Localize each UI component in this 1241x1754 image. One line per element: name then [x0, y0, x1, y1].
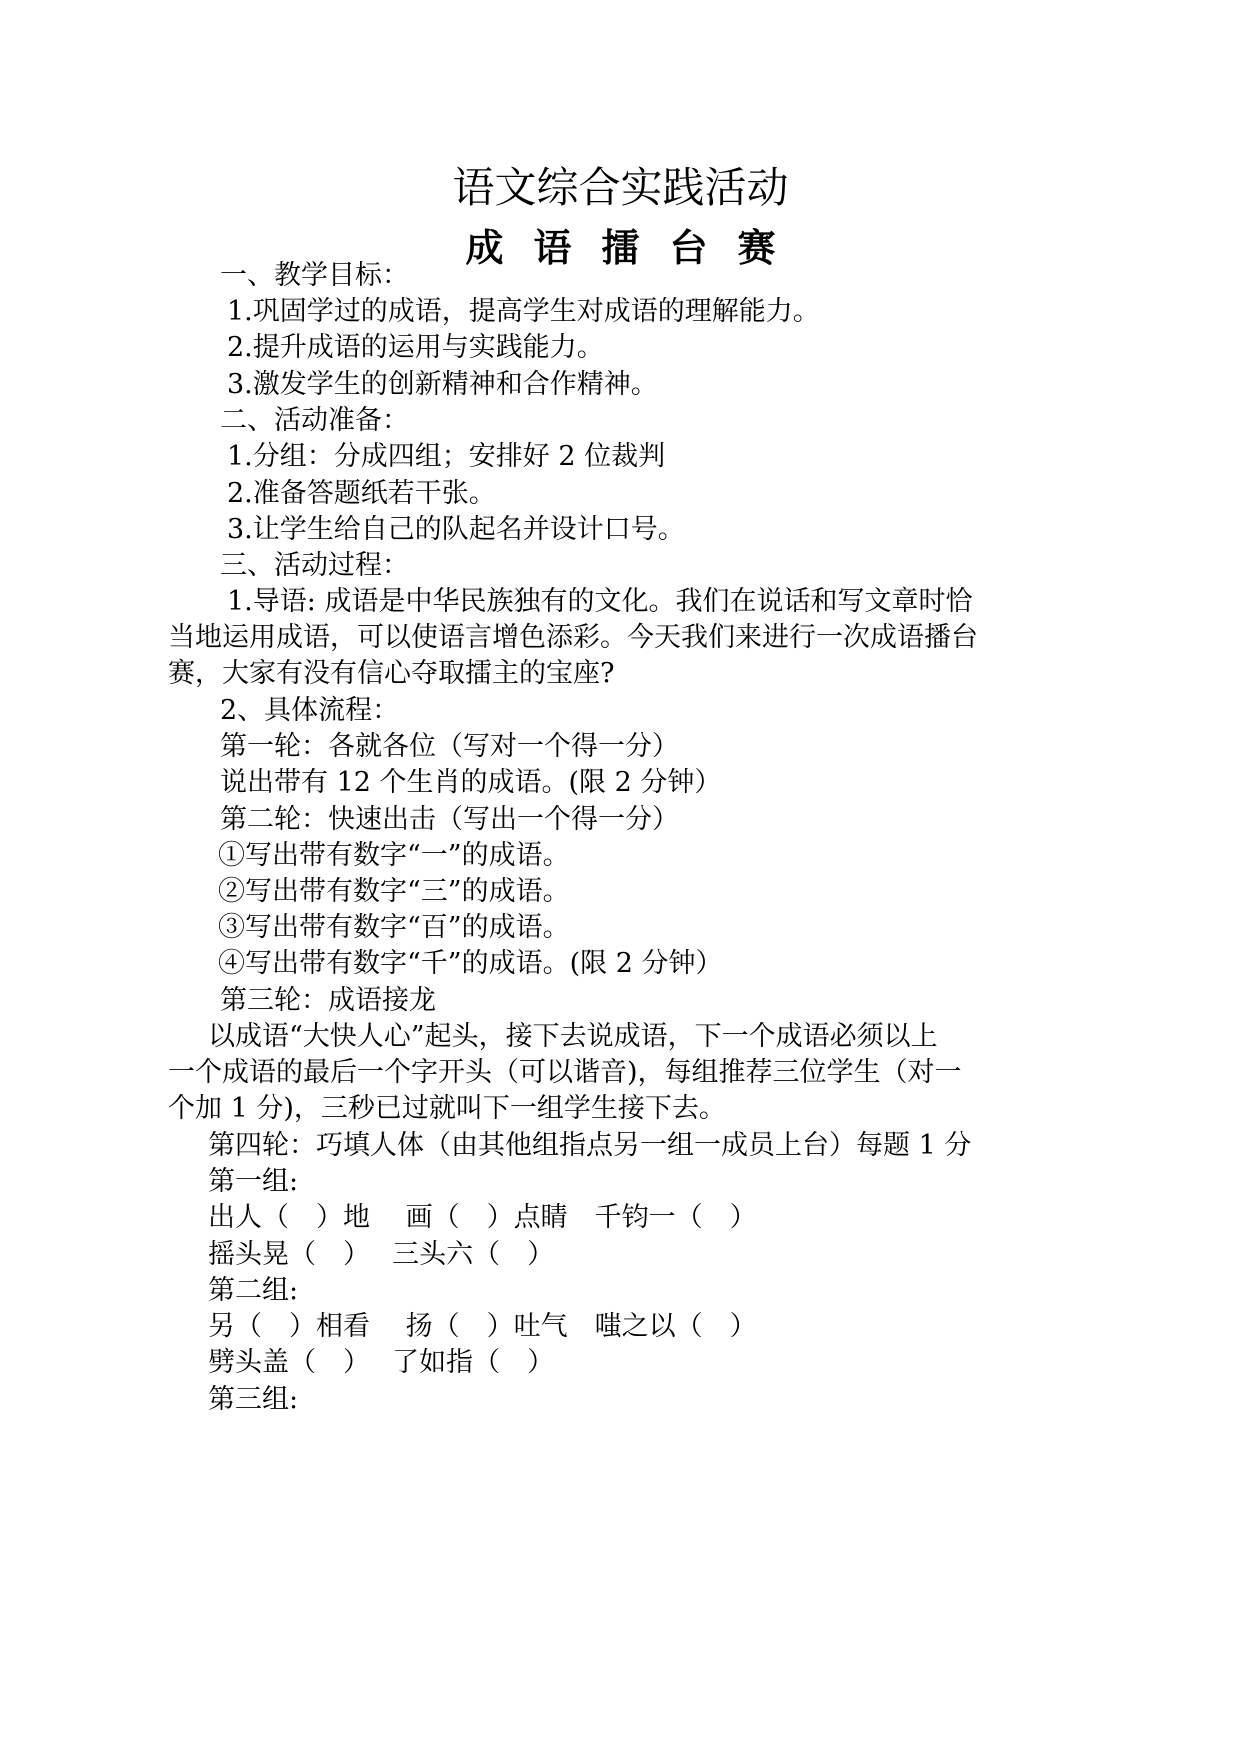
goal-item-2: 2.提升成语的运用与实践能力。: [227, 332, 604, 363]
group-3-heading: 第三组:: [208, 1384, 299, 1415]
goal-item-1: 1.巩固学过的成语，提高学生对成语的理解能力。: [227, 296, 820, 327]
group-1-row-1: 出人（ ）地 画（ ）点睛 千钧一（ ）: [208, 1202, 757, 1233]
prep-item-1: 1.分组：分成四组；安排好 2 位裁判: [227, 441, 666, 472]
round-3-rule-line-2: 一个成语的最后一个字开头（可以谐音)，每组推荐三位学生（对一: [168, 1057, 962, 1088]
goal-item-3: 3.激发学生的创新精神和合作精神。: [227, 369, 658, 400]
document-title: 语文综合实践活动: [452, 163, 789, 212]
section-heading-goals: 一、教学目标：: [220, 260, 409, 291]
prep-item-3: 3.让学生给自己的队起名并设计口号。: [227, 514, 685, 545]
round-2-task-1: ①写出带有数字“一”的成语。: [218, 840, 570, 871]
round-3-rule-line-3: 个加 1 分)，三秒已过就叫下一组学生接下去。: [168, 1093, 726, 1124]
round-2-task-3: ③写出带有数字“百”的成语。: [218, 912, 570, 943]
prep-item-2: 2.准备答题纸若干张。: [227, 478, 496, 509]
round-1-title: 第一轮：各就各位（写对一个得一分）: [220, 731, 679, 762]
flow-heading: 2、具体流程：: [220, 695, 400, 726]
group-2-row-2: 劈头盖（ ） 了如指（ ）: [208, 1347, 555, 1378]
section-heading-preparation: 二、活动准备：: [220, 405, 409, 436]
group-1-row-2: 摇头晃（ ） 三头六（ ）: [208, 1239, 555, 1270]
round-2-title: 第二轮：快速出击（写出一个得一分）: [220, 804, 679, 835]
round-4-title: 第四轮：巧填人体（由其他组指点另一组一成员上台）每题 1 分: [208, 1130, 972, 1161]
intro-line-2: 当地运用成语，可以使语言增色添彩。今天我们来进行一次成语播台: [168, 622, 978, 653]
group-2-heading: 第二组:: [208, 1275, 299, 1306]
group-1-heading: 第一组:: [208, 1166, 299, 1197]
round-2-task-4: ④写出带有数字“千”的成语。(限 2 分钟）: [218, 948, 723, 979]
intro-line-1: 1.导语: 成语是中华民族独有的文化。我们在说话和写文章时恰: [227, 586, 973, 617]
round-1-task: 说出带有 12 个生肖的成语。(限 2 分钟）: [220, 767, 722, 798]
round-3-rule-line-1: 以成语“大快人心”起头，接下去说成语，下一个成语必须以上: [208, 1021, 938, 1052]
document-subtitle: 成语擂台赛: [465, 225, 806, 270]
round-3-title: 第三轮：成语接龙: [220, 985, 436, 1016]
intro-line-3: 赛，大家有没有信心夺取擂主的宝座?: [168, 658, 615, 689]
group-2-row-1: 另（ ）相看 扬（ ）吐气 嗤之以（ ）: [208, 1311, 757, 1342]
round-2-task-2: ②写出带有数字“三”的成语。: [218, 876, 570, 907]
section-heading-process: 三、活动过程：: [220, 550, 409, 581]
